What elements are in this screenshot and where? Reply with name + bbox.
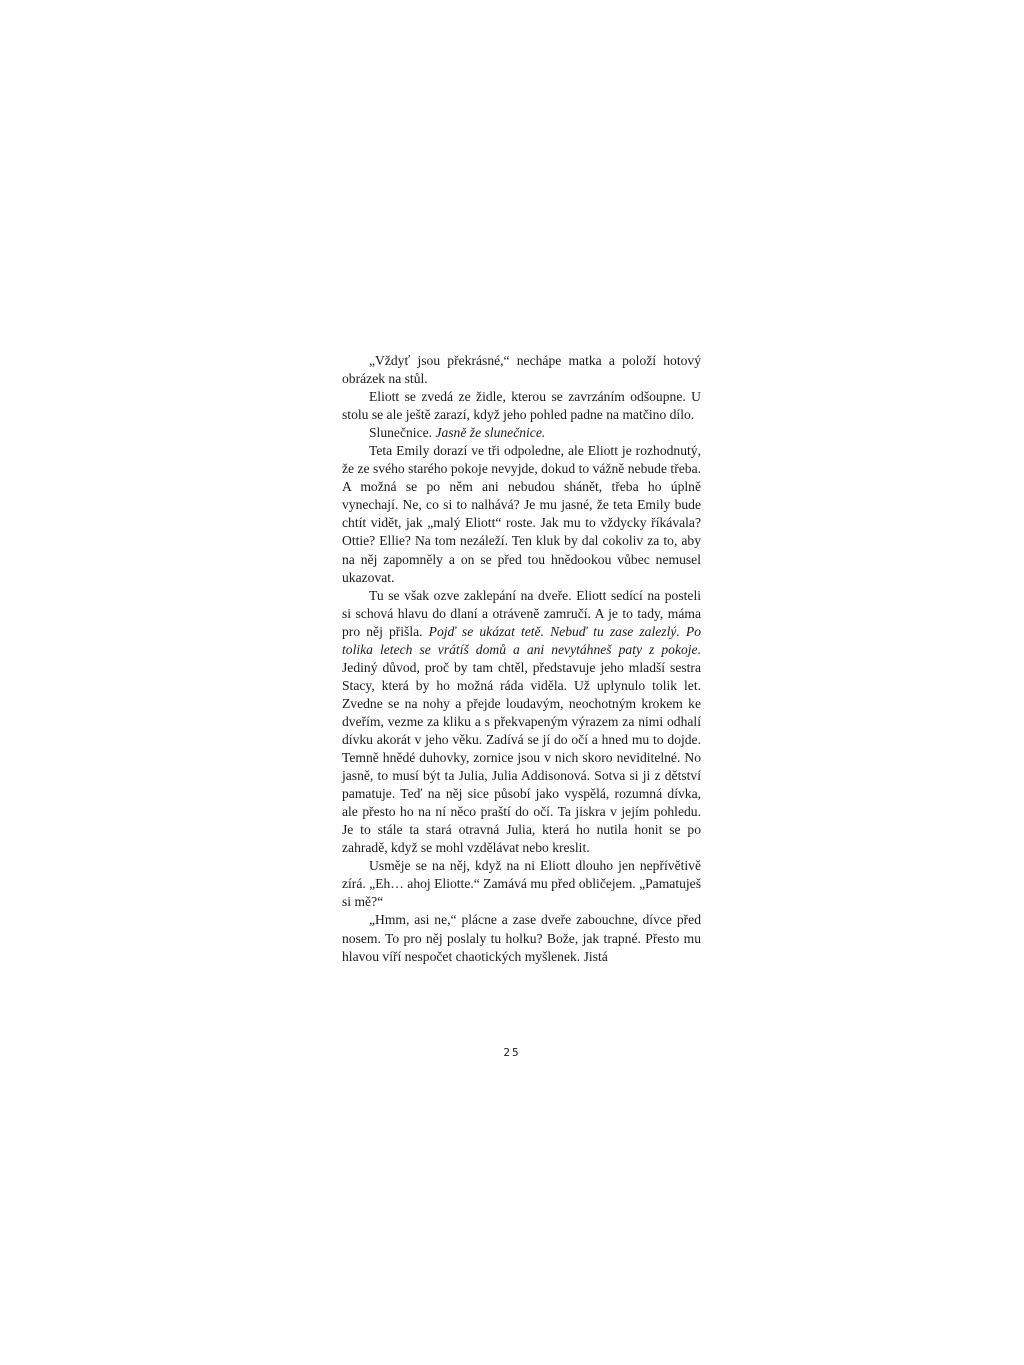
text-run: Usměje se na něj, když na ni Eliott dlouho jen nepřívětivě zírá. „Eh… ahoj Eliotte.“ Zamává mu před obličejem. „Pamatuješ si mě?“ (342, 858, 701, 910)
paragraph (342, 911, 701, 965)
body-text (342, 352, 701, 966)
paragraph (342, 857, 701, 911)
text-run: Tu se však ozve zaklepání na dveře. Eliott sedící na posteli si schová hlavu do dlaní a otráveně zamručí. A je to tady, máma pro něj přišla. (342, 587, 701, 639)
text-run: Slunečnice. (369, 425, 436, 441)
text-run: Teta Emily dorazí ve tři odpoledne, ale Eliott je rozhodnutý, že ze svého starého pokoje nevyjde, dokud to vážně nebude třeba. A možná se po něm ani nebudou shánět, třeba ho úplně vynechají. Ne, co si to nalhává? Je mu jasné, že teta Emily bude chtít vidět, jak „malý Eliott“ roste. Jak mu to vždycky říkávala? Ottie? Ellie? Na tom nezáleží. Ten kluk by dal cokoliv za to, aby na něj zapomněly a on se před tou hnědookou vůbec nemusel ukazovat. (342, 443, 701, 585)
page-number: 25 (503, 1046, 521, 1059)
paragraph (342, 424, 701, 442)
italic-text: Jasně že slunečnice. (435, 425, 546, 441)
text-run: „Hmm, asi ne,“ plácne a zase dveře zabouchne, dívce před nosem. To pro něj poslaly tu holku? Bože, jak trapné. Přesto mu hlavou víří nespočet chaotických myšlenek. Jistá (342, 912, 701, 964)
paragraph (342, 388, 701, 424)
text-run: „Vždyť jsou překrásné,“ nechápe matka a položí hotový obrázek na stůl. (342, 353, 701, 387)
text-run: Jediný důvod, proč by tam chtěl, představuje jeho mladší sestra Stacy, která by ho možná ráda viděla. Už uplynulo tolik let. Zvedne se na nohy a přejde loudavým, neochotným krokem ke dveřím, vezme za kliku a s překvapeným výrazem za nimi odhalí dívku akorát v jeho věku. Zadívá se jí do očí a hned mu to dojde. Temně hnědé duhovky, zornice jsou v nich skoro neviditelné. No jasně, to musí být ta Julia, Julia Addisonová. Sotva si ji z dětství pamatuje. Teď na něj sice působí jako vyspělá, rozumná dívka, ale přesto ho na ní něco praští do očí. Ta jiskra v jejím pohledu. Je to stále ta stará otravná Julia, která ho nutila honit se po zahradě, když se mohl vzdělávat nebo kreslit. (342, 659, 701, 856)
paragraph (342, 352, 701, 388)
paragraph (342, 442, 701, 586)
paragraph (342, 587, 701, 858)
text-run: Eliott se zvedá ze židle, kterou se zavrzáním odšoupne. U stolu se ale ještě zarazí, když jeho pohled padne na matčino dílo. (342, 389, 701, 423)
italic-text: Pojď se ukázat tetě. Nebuď tu zase zalezlý. Po tolika letech se vrátíš domů a ani nevytáhneš paty z pokoje. (342, 623, 701, 657)
